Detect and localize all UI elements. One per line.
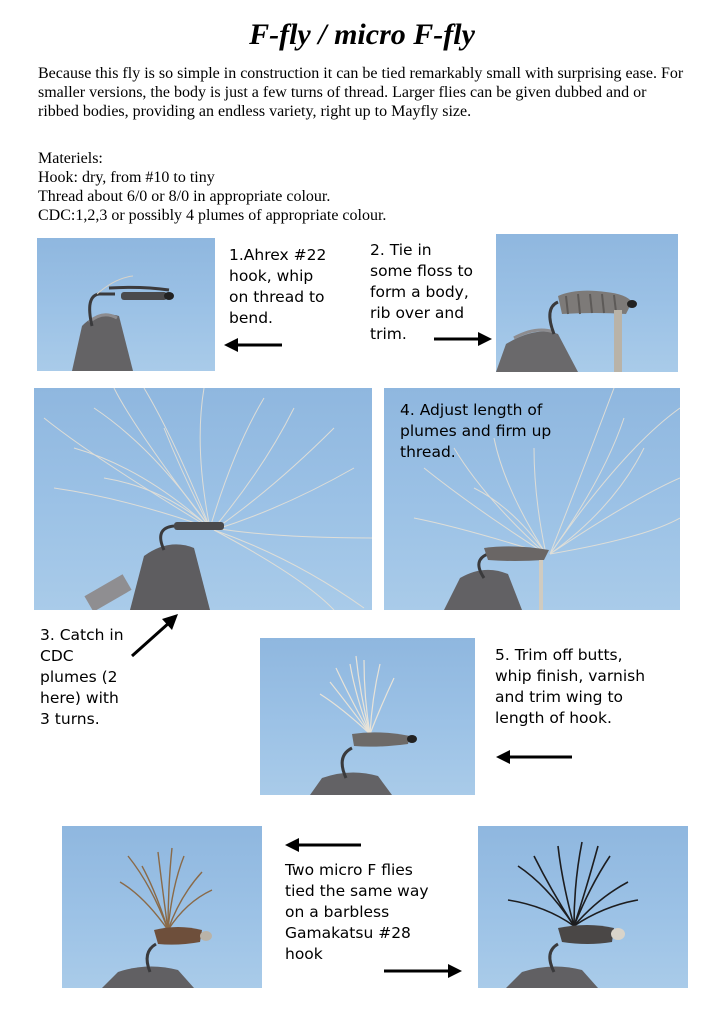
floss-body-image <box>496 234 678 372</box>
arrow-left-icon <box>494 747 574 767</box>
photo-step-1 <box>37 238 215 371</box>
step-1-line: hook, whip <box>229 267 314 285</box>
step-2-line: 2. Tie in <box>370 241 432 259</box>
step-5-line: length of hook. <box>495 709 612 727</box>
photo-step-2 <box>496 234 678 372</box>
step-5-line: whip finish, varnish <box>495 667 646 685</box>
step-5-text <box>495 645 645 729</box>
step-5-line: and trim wing to <box>495 688 624 706</box>
intro-paragraph: Because this fly is so simple in construction it can be tied remarkably small with surprising ease. For smaller versions, the body is just a few turns of thread. Larger flies can be given dubbed and or ribbed bodies, providing an endless variety, right up to Mayfly size. <box>38 65 684 120</box>
micro-line: Two micro F flies <box>285 861 413 879</box>
brown-micro-fly-image <box>62 826 262 988</box>
step-1-line: on thread to <box>229 288 325 306</box>
step-4-text <box>400 400 551 463</box>
step-4-line: plumes and firm up <box>400 422 552 440</box>
black-micro-fly-image <box>478 826 688 988</box>
step-4-line: 4. Adjust length of <box>400 401 543 419</box>
materials-cdc: CDC:1,2,3 or possibly 4 plumes of appropriate colour. <box>38 207 387 224</box>
step-2-line: some floss to <box>370 262 474 280</box>
micro-line: Gamakatsu #28 <box>285 924 411 942</box>
step-3-line: 3. Catch in <box>40 626 124 644</box>
micro-flies-text <box>285 860 429 965</box>
step-3-line: 3 turns. <box>40 710 100 728</box>
step-1-line: bend. <box>229 309 273 327</box>
step-4-line: thread. <box>400 443 456 461</box>
photo-micro-brown <box>62 826 262 988</box>
step-3-line: CDC <box>40 647 74 665</box>
arrow-up-right-icon <box>128 610 182 660</box>
arrow-left-icon <box>283 835 363 855</box>
arrow-left-icon <box>222 335 284 355</box>
hook-thread-image <box>37 238 215 371</box>
materials-list <box>38 149 688 225</box>
micro-line: tied the same way <box>285 882 429 900</box>
finished-fly-image <box>260 638 475 795</box>
step-1-line: 1.Ahrex #22 <box>229 246 327 264</box>
materials-thread: Thread about 6/0 or 8/0 in appropriate colour. <box>38 188 331 205</box>
materials-heading: Materiels: <box>38 150 103 167</box>
micro-line: on a barbless <box>285 903 390 921</box>
photo-micro-black <box>478 826 688 988</box>
step-3-text <box>40 625 124 730</box>
step-3-line: here) with <box>40 689 119 707</box>
page-title: F-fly / micro F-fly <box>249 18 475 51</box>
step-1-text <box>229 245 326 329</box>
photo-step-5 <box>260 638 475 795</box>
cdc-catch-image <box>34 388 372 610</box>
micro-line: hook <box>285 945 323 963</box>
arrow-right-icon <box>432 329 494 349</box>
step-2-line: trim. <box>370 325 407 343</box>
step-2-line: form a body, <box>370 283 469 301</box>
step-5-line: 5. Trim off butts, <box>495 646 623 664</box>
step-3-line: plumes (2 <box>40 668 118 686</box>
materials-hook: Hook: dry, from #10 to tiny <box>38 169 215 186</box>
arrow-right-icon <box>382 961 464 981</box>
step-2-line: rib over and <box>370 304 465 322</box>
photo-step-3 <box>34 388 372 610</box>
